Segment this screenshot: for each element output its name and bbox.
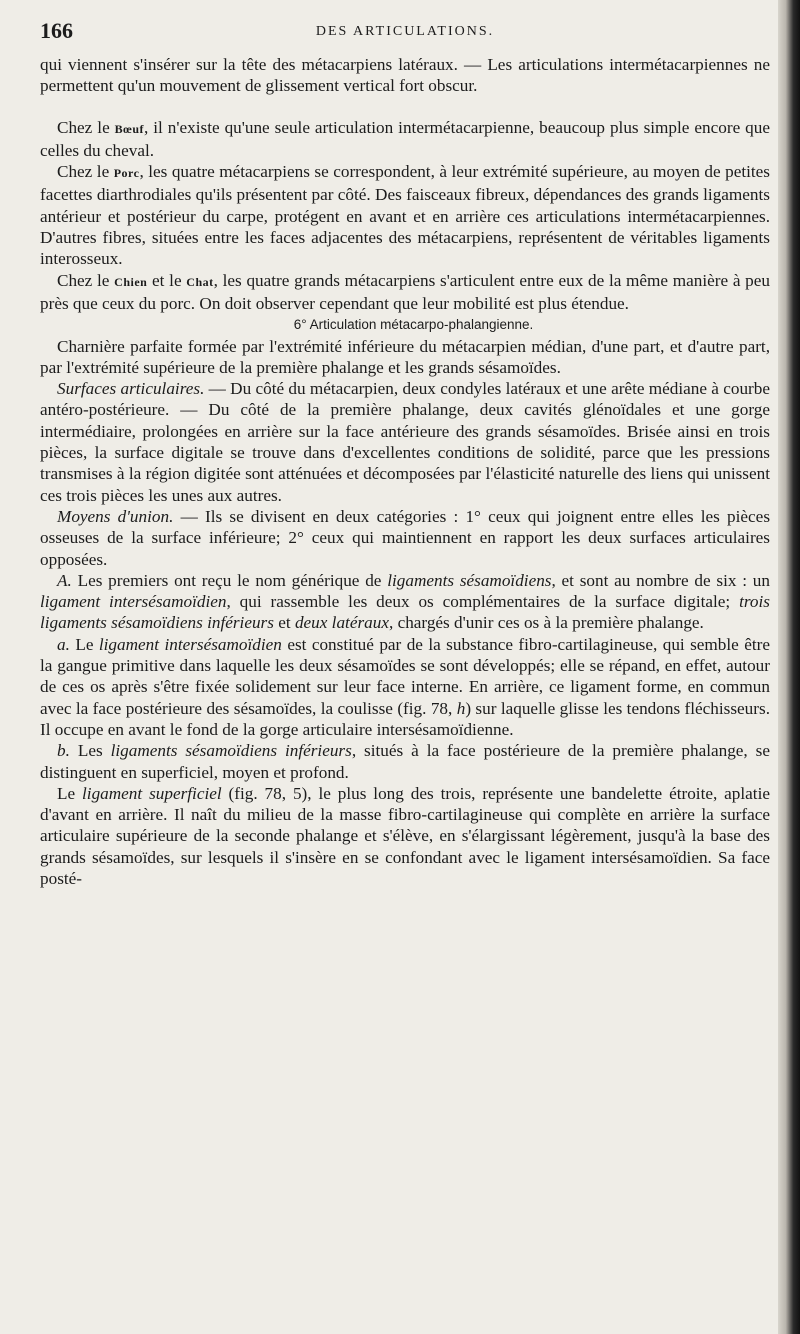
paragraph: Charnière parfaite formée par l'extrémité inférieure du métacarpien médian, d'une part, et d'autre part, par l'extrémité supérieure de la première phalange et les grands sésamoïdes.	[40, 336, 770, 377]
text-run: est constitué par de la substance fibro-cartilagineuse, qui semble être la gangue primitive dans laquelle les deux sésamoïdes se sont développés; elle se répand, en effet, autour de ces os après s'être fixée solidement sur leur face interne. En arrière, ce ligament forme, en commun avec la face postérieure des sésamoïdes, la coulisse (fig. 78,	[40, 634, 770, 718]
paragraph: qui viennent s'insérer sur la tête des métacarpiens latéraux. — Les articulations intermétacarpiennes ne permettent qu'un mouvement de glissement vertical fort obscur.	[40, 55, 770, 96]
list-marker: b.	[57, 741, 70, 761]
text-run: et	[273, 613, 295, 633]
figure-ref: h	[456, 698, 466, 718]
text-run: — Ils se divisent en deux catégories : 1° ceux qui joignent entre elles les pièces osseuses de la surface inférieure; 2° ceux qui maintiennent en rapport les deux surfaces articulaires opposées.	[40, 506, 771, 569]
text-run: et le	[147, 270, 187, 290]
paragraph	[40, 783, 770, 889]
text-run: Chez le	[57, 117, 115, 137]
animal-name: Bœuf	[114, 121, 145, 136]
page-edge-shadow	[778, 0, 800, 1334]
animal-name: Chien	[114, 274, 148, 289]
paragraph	[40, 117, 770, 162]
animal-name: Chat	[186, 274, 214, 289]
term: ligament intersésamoïdien	[98, 634, 282, 654]
text-run: , situés à la face postérieure de la première phalange, se distinguent en superficiel, moyen et profond.	[40, 741, 770, 782]
term: ligament superficiel	[82, 783, 222, 803]
page-header	[40, 18, 770, 48]
list-marker: A.	[57, 570, 72, 590]
paragraph	[40, 634, 770, 740]
paragraph	[40, 161, 770, 269]
text-run: , il n'existe qu'une seule articulation intermétacarpienne, beaucoup plus simple encore que celles du cheval.	[40, 117, 770, 160]
running-head: DES ARTICULATIONS.	[315, 24, 495, 39]
text-run: Chez le	[57, 270, 115, 290]
text-run: Le	[57, 783, 83, 803]
term: ligaments sésamoïdiens inférieurs	[110, 741, 352, 761]
term: ligaments sésamoïdiens	[387, 570, 552, 590]
text-run: ) sur laquelle glisse les tendons fléchisseurs. Il occupe en avant le fond de la gorge articulaire intersésamoïdienne.	[40, 698, 770, 739]
subheading: Moyens d'union.	[57, 506, 174, 526]
paragraph	[40, 378, 770, 506]
body-text	[40, 54, 770, 889]
text-run: , les quatre métacarpiens se correspondent, à leur extrémité supérieure, au moyen de petites facettes diarthrodiales qu'ils présentent par côté. Des faisceaux fibreux, dépendances des grands ligaments antérieur et postérieur du carpe, protégent en avant et en arrière ces articulations intermétacarpiennes. D'autres fibres, situées entre les faces adjacentes des métacarpiens, représentent de véritables ligaments interosseux.	[40, 162, 770, 269]
text-run: , les quatre grands métacarpiens s'articulent entre eux de la même manière à peu près que ceux du porc. On doit observer cependant que leur mobilité est plus étendue.	[40, 270, 770, 313]
text-run: , chargés d'unir ces os à la première phalange.	[388, 613, 704, 633]
text-run: Le	[69, 634, 99, 654]
text-run: , qui rassemble les deux os complémentaires de la surface digitale;	[226, 592, 740, 612]
subheading: Surfaces articulaires.	[57, 379, 205, 399]
text-run: Les	[69, 741, 111, 761]
term: trois ligaments sésamoïdiens inférieurs	[40, 592, 770, 633]
text-run: — Du côté du métacarpien, deux condyles latéraux et une arête médiane à courbe antéro-postérieure. — Du côté de la première phalange, deux cavités glénoïdales et une gorge intermédiaire, prolongées en arrière sur la face antérieure des grands sésamoïdes. Brisée ainsi en trois pièces, la surface digitale se trouve dans d'excellentes conditions de solidité, parce que les pressions transmises à la région digitée sont atténuées et décomposées par l'élasticité naturelle des liens qui unissent ces trois pièces les unes aux autres.	[40, 379, 770, 505]
paragraph	[40, 270, 770, 315]
text-run: Les premiers ont reçu le nom générique de	[71, 570, 388, 590]
list-marker: a.	[57, 634, 70, 654]
term: deux latéraux	[294, 613, 389, 633]
paragraph	[40, 506, 770, 570]
paragraph	[40, 570, 770, 634]
section-title: 6° Articulation métacarpo-phalangienne.	[293, 317, 534, 333]
term: ligament intersésamoïdien	[40, 592, 227, 612]
text-run: Chez le	[57, 162, 114, 182]
page-number: 166	[40, 18, 73, 43]
paragraph	[40, 740, 770, 783]
text-run: , et sont au nombre de six : un	[551, 570, 770, 590]
text-run: (fig. 78, 5), le plus long des trois, représente une bandelette étroite, aplatie d'avant en arrière. Il naît du milieu de la masse fibro-cartilagineuse qui complète en arrière la surface articulaire supérieure de la seconde phalange et s'élève, en s'élargissant légèrement, jusqu'à la base des grands sésamoïdes, sur lesquels il s'insère en se confondant avec le ligament intersésamoïdien. Sa face posté-	[40, 783, 770, 888]
animal-name: Porc	[113, 166, 140, 181]
